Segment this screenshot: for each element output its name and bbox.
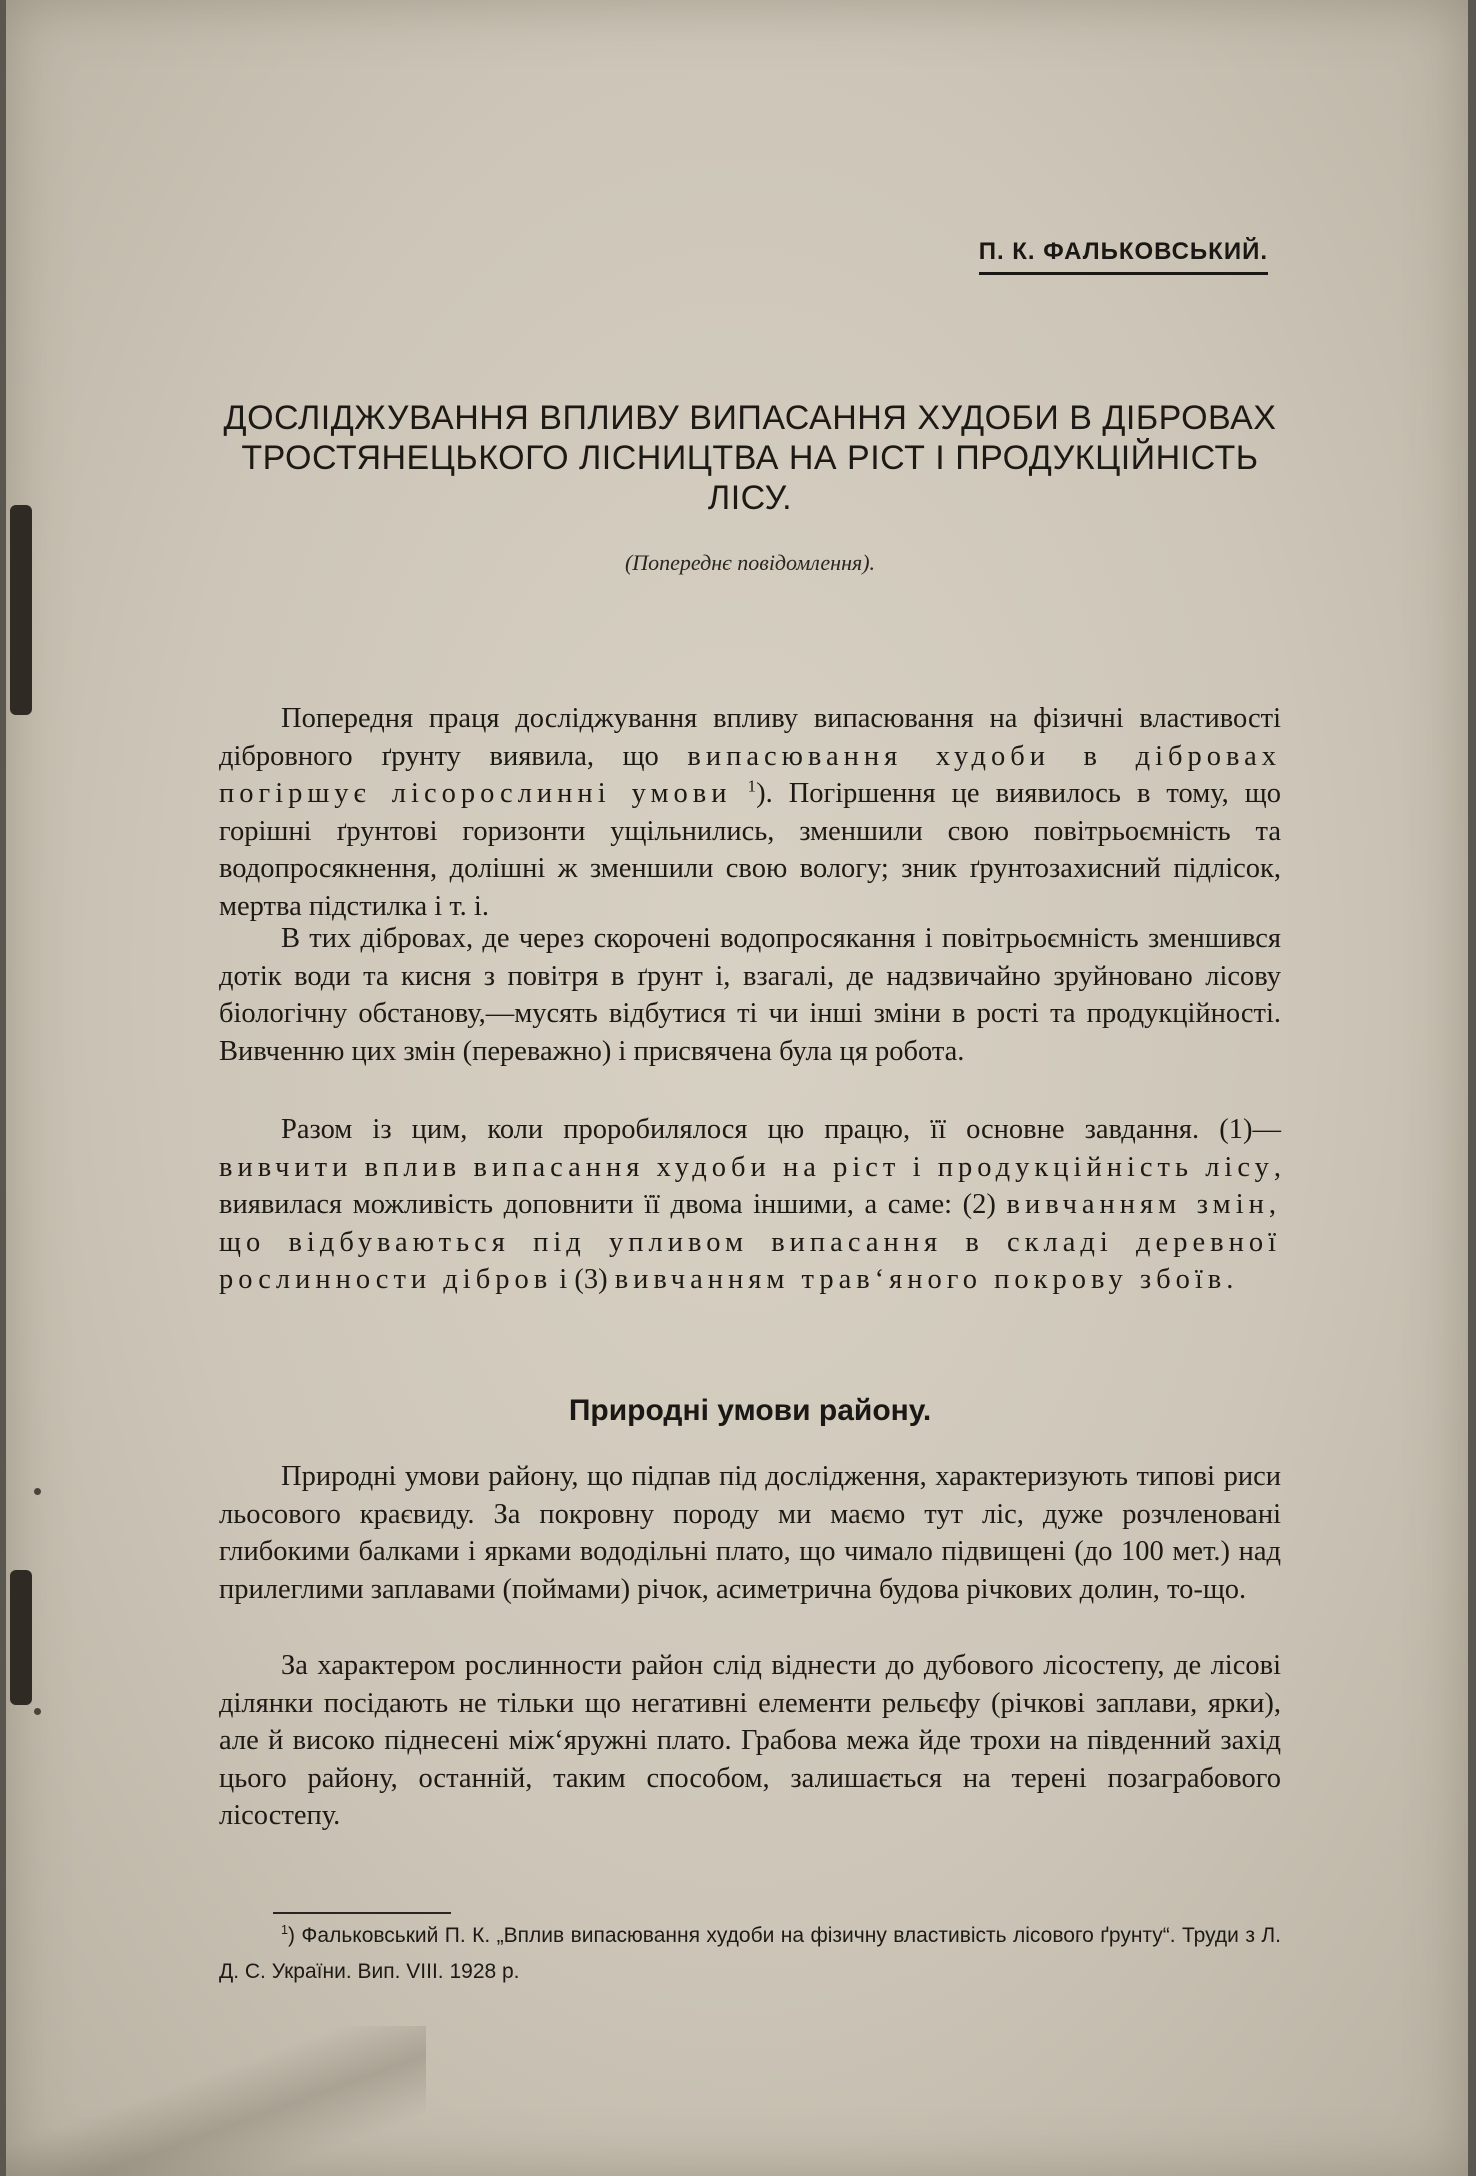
emphasized-text: вивчити вплив випасання худоби на ріст і продукційність лісу bbox=[219, 1151, 1274, 1183]
paragraph-text: В тих дібровах, де через скорочені водопросякання і повітрьоємність зменшився дотік води та кисня з повітря в ґрунт і, взагалі, де надзвичайно зруйновано лісову біологічну обстанову,—мусять відбутися ті чи інші зміни в рості та продукційності. Вивченню цих змін (переважно) і присвячена була ця робота. bbox=[219, 923, 1281, 1067]
author-name: П. К. ФАЛЬКОВСЬКИЙ. bbox=[979, 238, 1268, 275]
footnote-marker: 1 bbox=[281, 1923, 289, 1937]
footnote-ref[interactable]: 1 bbox=[747, 776, 757, 796]
paragraph-text: Разом із цим, коли проробилялося цю працю, її основне завдання. (1)— bbox=[281, 1114, 1281, 1145]
emphasized-text: вивчанням змін, що відбуваються під упливом випасання в складі деревної рослинности дібров bbox=[219, 1189, 1281, 1295]
title-line: ДОСЛІДЖУВАННЯ ВПЛИВУ ВИПАСАННЯ ХУДОБИ В ДІБРОВАХ bbox=[223, 399, 1277, 437]
paragraph bbox=[219, 920, 1281, 1070]
paper-speck bbox=[34, 1708, 41, 1715]
document-page bbox=[6, 0, 1468, 2176]
article-subtitle: (Попереднє повідомлення). bbox=[624, 550, 876, 575]
footnote bbox=[219, 1918, 1281, 1990]
paragraph bbox=[219, 1458, 1281, 1608]
article-title bbox=[219, 398, 1281, 518]
paragraph-text: Природні умови району, що підпав під дослідження, характеризують типові риси льосового краєвиду. За покровну породу ми маємо тут ліс, дуже розчленовані глибокими балками і ярками вододільні плато, що чимало підвищені (до 100 мет.) над прилеглими заплавами (поймами) річок, асиметрична будова річкових долин, то-що. bbox=[219, 1461, 1281, 1605]
paper-crease bbox=[6, 2026, 426, 2176]
paragraph bbox=[219, 1111, 1281, 1299]
title-line: ЛІСУ. bbox=[707, 479, 793, 517]
paragraph bbox=[219, 700, 1281, 925]
binding-hole-mark bbox=[10, 1570, 32, 1705]
title-line: ТРОСТЯНЕЦЬКОГО ЛІСНИЦТВА НА РІСТ І ПРОДУКЦІЙНІСТЬ bbox=[241, 439, 1259, 477]
binding-hole-mark bbox=[10, 505, 32, 715]
emphasized-text: вивчанням трав‘яного покрову збоїв. bbox=[614, 1264, 1239, 1295]
footnote-text: ) Фальковський П. К. „Вплив випасювання худоби на фізичну властивість лісового ґрунту“. Труди з Л. Д. С. України. Вип. VIII. 1928 р. bbox=[219, 1924, 1281, 1983]
emphasized-text: випасювання худоби в дібровах погіршує лісорослинні умови bbox=[219, 740, 1281, 809]
footnote-divider bbox=[273, 1912, 451, 1914]
paragraph-text: , виявилася можливість доповнити її двома іншими, а саме: (2) bbox=[219, 1151, 1281, 1220]
section-heading: Природні умови району. bbox=[568, 1394, 932, 1427]
paragraph-text: За характером рослинности район слід віднести до дубового лісостепу, де лісові ділянки посідають не тільки що негативні елементи рельєфу (річкові заплави, ярки), але й високо піднесені між‘яружні плато. Грабова межа йде трохи на південний захід цього району, останній, таким способом, залишається на терені позаграбового лісостепу. bbox=[219, 1650, 1281, 1831]
paragraph bbox=[219, 1647, 1281, 1835]
paper-speck bbox=[34, 1488, 41, 1495]
paragraph-text: Попередня праця досліджування впливу випасювання на фізичні властивості дібровного ґрунту виявила, що bbox=[219, 703, 1281, 772]
paragraph-text: і (3) bbox=[552, 1264, 615, 1295]
paragraph-text: ). Погіршення це виявилось в тому, що горішні ґрунтові горизонти ущільнились, зменшили свою повітрьоємність та водопросякнення, долішні ж зменшили свою вологу; зник ґрунтозахисний підлісок, мертва підстилка і т. і. bbox=[219, 778, 1281, 922]
